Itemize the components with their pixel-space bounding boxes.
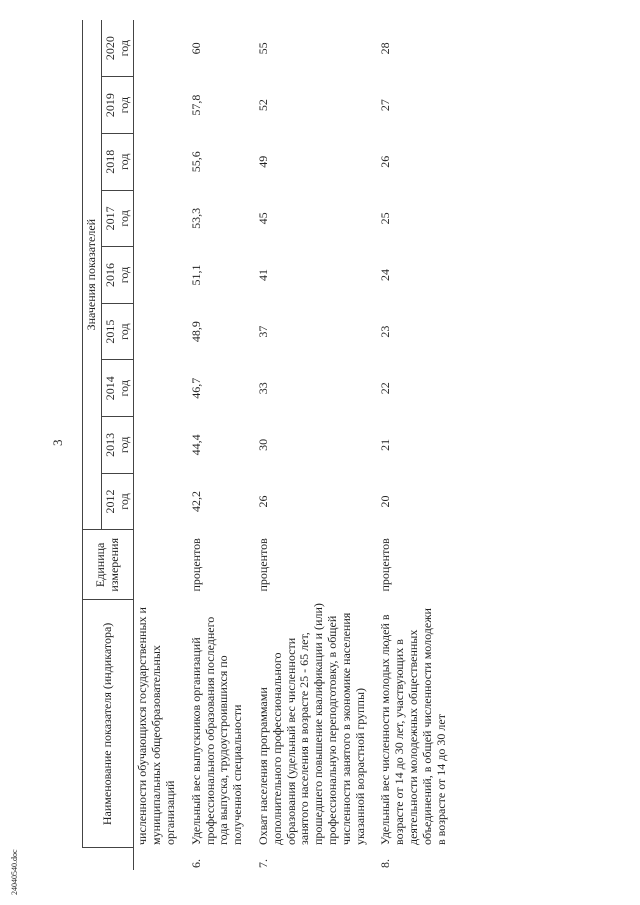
row-value <box>134 303 188 360</box>
header-year-2020: 2020 год <box>101 20 134 77</box>
header-year-2015: 2015 год <box>101 303 134 360</box>
row-value: 46,7 <box>188 377 203 399</box>
table-header <box>83 20 134 870</box>
row-value: 55,6 <box>188 151 203 173</box>
row-value: 60 <box>188 42 203 55</box>
indicator-table <box>82 20 458 870</box>
row-value: 28 <box>378 42 393 55</box>
row-value: 41 <box>255 269 270 281</box>
row-unit: процентов <box>255 538 270 592</box>
row-indicator-name: Удельный вес выпускников организаций профессионального образования последнего года выпуска, трудоустроившихся по полученной специальности <box>188 616 245 845</box>
row-indicator-name: Удельный вес численности молодых людей в возрасте от 14 до 30 лет, участвующих в деятельности молодежных общественных объединений, в общей численности молодежи в возрасте от 14 до 30 лет <box>378 608 448 845</box>
row-value: 51,1 <box>188 264 203 286</box>
row-value: 53,3 <box>188 207 203 229</box>
row-value: 42,2 <box>188 491 203 512</box>
header-year-2014: 2014 год <box>101 360 134 417</box>
row-value <box>134 473 188 530</box>
row-value <box>134 20 188 77</box>
table-row <box>134 20 188 870</box>
table-row <box>377 20 458 870</box>
header-year-2013: 2013 год <box>101 417 134 474</box>
table-row <box>188 20 255 870</box>
header-indicator-name: Наименование показателя (индикатора) <box>83 600 134 848</box>
row-value <box>134 133 188 190</box>
row-value: 20 <box>378 495 393 508</box>
row-value <box>134 360 188 417</box>
indicator-table-sheet <box>82 20 632 870</box>
row-value: 23 <box>378 325 393 338</box>
row-number: 6. <box>188 859 203 868</box>
row-value: 24 <box>378 269 393 281</box>
page-number: 3 <box>50 439 65 446</box>
row-value: 48,9 <box>188 321 203 343</box>
row-unit: процентов <box>188 538 203 592</box>
row-value: 49 <box>255 155 270 168</box>
header-number-blank <box>83 848 134 870</box>
header-year-2012: 2012 год <box>101 473 134 530</box>
header-year-2017: 2017 год <box>101 190 134 247</box>
header-year-2016: 2016 год <box>101 247 134 304</box>
row-value: 26 <box>378 155 393 168</box>
row-value <box>134 247 188 304</box>
row-indicator-name: численности обучающихся государственных и муниципальных общеобразовательных организаций <box>135 607 177 845</box>
row-value: 26 <box>255 495 270 508</box>
row-value: 52 <box>255 99 270 112</box>
row-number: 7. <box>255 859 270 868</box>
header-values-group: Значения показателей <box>83 20 102 530</box>
row-value: 27 <box>378 99 393 112</box>
row-value: 55 <box>255 42 270 55</box>
row-unit: процентов <box>378 538 393 592</box>
row-value: 44,4 <box>188 434 203 456</box>
row-unit <box>134 530 188 600</box>
row-value <box>134 77 188 134</box>
row-value <box>134 417 188 474</box>
row-number: 8. <box>378 859 393 868</box>
footer-doc-code: 24040540.doc <box>10 849 19 895</box>
row-value: 37 <box>255 325 270 338</box>
row-value: 25 <box>378 212 393 225</box>
header-year-2019: 2019 год <box>101 77 134 134</box>
row-value <box>134 190 188 247</box>
table-row <box>255 20 377 870</box>
header-year-2018: 2018 год <box>101 133 134 190</box>
row-value: 33 <box>255 382 270 395</box>
row-value: 22 <box>378 382 393 395</box>
row-value: 21 <box>378 438 393 451</box>
row-value: 30 <box>255 438 270 451</box>
row-number <box>134 848 188 870</box>
row-value: 57,8 <box>188 94 203 116</box>
header-unit: Единица измерения <box>83 530 134 600</box>
row-indicator-name: Охват населения программами дополнительного профессионального образования (удельный вес численности занятого населения в возрасте 25 - 65 лет, прошедшего повышение квалификации и (или) профессиональную переподготовку, в общей численности занятого в экономике населения указанной возрастной группы) <box>255 603 367 845</box>
row-value: 45 <box>255 212 270 225</box>
